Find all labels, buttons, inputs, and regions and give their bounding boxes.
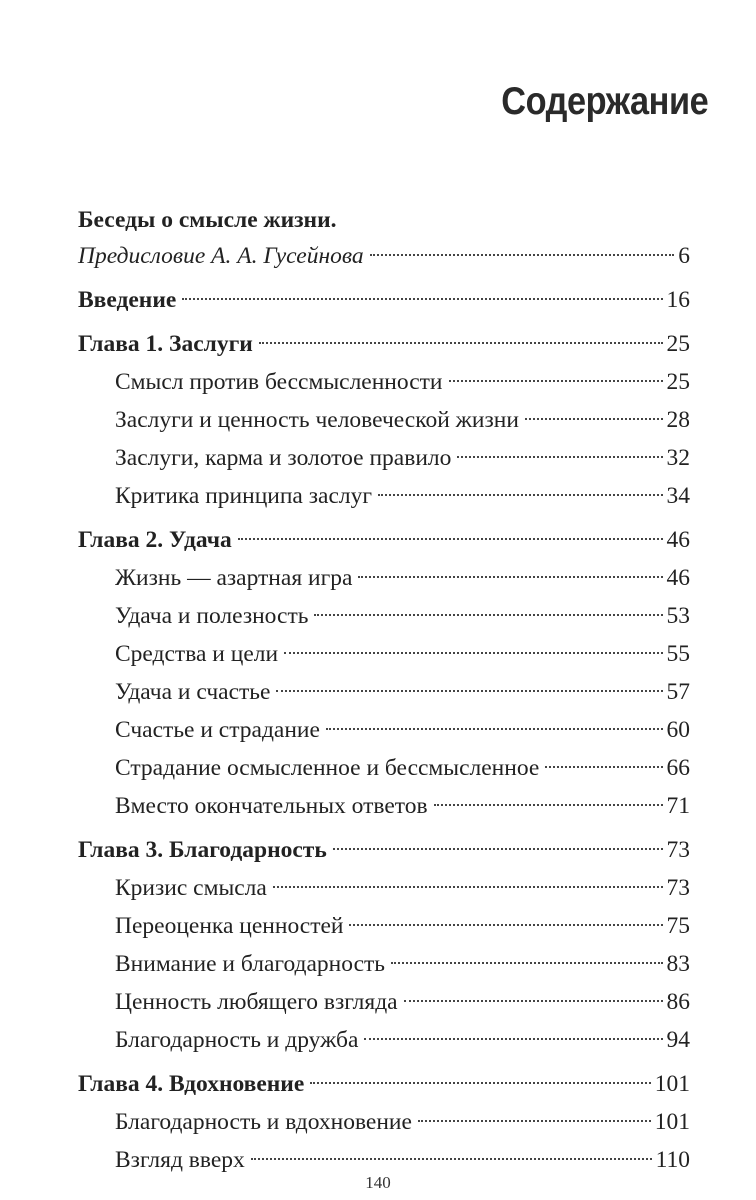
dot-leader	[545, 766, 662, 768]
toc-entry-page: 28	[666, 407, 690, 433]
toc-entry-page: 34	[666, 483, 690, 509]
dot-leader	[310, 1082, 650, 1084]
toc-section[interactable]	[78, 559, 690, 597]
toc-entry-page: 73	[666, 875, 690, 901]
toc-entry-intro[interactable]	[78, 281, 690, 319]
toc-section-label: Страдание осмысленное и бессмысленное	[115, 755, 540, 781]
toc-entry-page: 86	[666, 989, 690, 1015]
dot-leader	[349, 924, 662, 926]
dot-leader	[273, 886, 663, 888]
toc-chapter-label: Глава 1. Заслуги	[78, 331, 253, 357]
toc-section[interactable]	[78, 597, 690, 635]
toc-entry-page: 101	[654, 1071, 690, 1097]
toc-entry-page: 101	[654, 1109, 690, 1135]
toc-entry-label: Предисловие А. А. Гусейнова	[78, 243, 364, 269]
table-of-contents	[78, 203, 690, 1179]
dot-leader	[326, 728, 663, 730]
toc-entry-page: 66	[666, 755, 690, 781]
toc-entry-page: 94	[666, 1027, 690, 1053]
dot-leader	[251, 1158, 652, 1160]
toc-section-label: Переоценка ценностей	[115, 913, 344, 939]
dot-leader	[259, 342, 663, 344]
toc-entry-label: Введение	[78, 287, 177, 313]
dot-leader	[457, 456, 662, 458]
dot-leader	[358, 576, 662, 578]
toc-chapter-3[interactable]	[78, 831, 690, 869]
toc-entry-page: 75	[666, 913, 690, 939]
dot-leader	[525, 418, 663, 420]
toc-section-label: Ценность любящего взгляда	[115, 989, 398, 1015]
dot-leader	[404, 1000, 663, 1002]
toc-section-label: Кризис смысла	[115, 875, 267, 901]
dot-leader	[276, 690, 662, 692]
dot-leader	[333, 848, 663, 850]
toc-section[interactable]	[78, 1021, 690, 1059]
toc-chapter-label: Глава 3. Благодарность	[78, 837, 327, 863]
toc-section[interactable]	[78, 869, 690, 907]
toc-entry-page: 46	[666, 565, 690, 591]
toc-section-label: Благодарность и вдохновение	[115, 1109, 412, 1135]
toc-section-label: Критика принципа заслуг	[115, 483, 372, 509]
toc-section-label: Заслуги, карма и золотое правило	[115, 445, 452, 471]
toc-section[interactable]	[78, 749, 690, 787]
toc-section[interactable]	[78, 635, 690, 673]
toc-entry-page: 25	[666, 331, 690, 357]
toc-section[interactable]	[78, 1103, 690, 1141]
page-title: Содержание	[500, 80, 708, 123]
toc-entry-page: 83	[666, 951, 690, 977]
dot-leader	[378, 494, 663, 496]
toc-section[interactable]	[78, 477, 690, 515]
dot-leader	[391, 962, 663, 964]
toc-entry-page: 16	[666, 287, 690, 313]
toc-entry-page: 25	[666, 369, 690, 395]
toc-section[interactable]	[78, 983, 690, 1021]
toc-entry-preface[interactable]	[78, 237, 690, 275]
toc-chapter-label: Глава 4. Вдохновение	[78, 1071, 305, 1097]
toc-section-label: Жизнь — азартная игра	[115, 565, 353, 591]
dot-leader	[418, 1120, 651, 1122]
toc-section[interactable]	[78, 945, 690, 983]
toc-section-label: Вместо окончательных ответов	[115, 793, 428, 819]
toc-section[interactable]	[78, 439, 690, 477]
preface-heading: Беседы о смысле жизни.	[78, 207, 337, 233]
toc-entry-page: 6	[678, 243, 690, 269]
toc-section[interactable]	[78, 673, 690, 711]
toc-section-label: Заслуги и ценность человеческой жизни	[115, 407, 519, 433]
toc-section-label: Счастье и страдание	[115, 717, 320, 743]
toc-section-label: Удача и счастье	[115, 679, 271, 705]
dot-leader	[314, 614, 662, 616]
toc-section-label: Внимание и благодарность	[115, 951, 385, 977]
toc-entry-page: 73	[666, 837, 690, 863]
dot-leader	[449, 380, 663, 382]
toc-entry-page: 46	[666, 527, 690, 553]
toc-entry-page: 57	[666, 679, 690, 705]
dot-leader	[370, 254, 675, 256]
dot-leader	[238, 538, 663, 540]
toc-section[interactable]	[78, 363, 690, 401]
dot-leader	[364, 1038, 662, 1040]
toc-entry-page: 53	[666, 603, 690, 629]
toc-section[interactable]	[78, 907, 690, 945]
toc-chapter-4[interactable]	[78, 1065, 690, 1103]
page-number: 140	[365, 1173, 391, 1192]
toc-section-label: Взгляд вверх	[115, 1147, 245, 1173]
toc-section[interactable]	[78, 787, 690, 825]
toc-entry-page: 110	[655, 1147, 690, 1173]
toc-entry-page: 71	[666, 793, 690, 819]
toc-chapter-label: Глава 2. Удача	[78, 527, 232, 553]
toc-entry-page: 55	[666, 641, 690, 667]
toc-chapter-1[interactable]	[78, 325, 690, 363]
toc-section[interactable]	[78, 711, 690, 749]
toc-section[interactable]	[78, 401, 690, 439]
toc-section-label: Благодарность и дружба	[115, 1027, 359, 1053]
toc-entry-page: 32	[666, 445, 690, 471]
toc-entry-page: 60	[666, 717, 690, 743]
dot-leader	[182, 298, 662, 300]
toc-section-label: Удача и полезность	[115, 603, 309, 629]
dot-leader	[434, 804, 663, 806]
dot-leader	[284, 652, 662, 654]
toc-chapter-2[interactable]	[78, 521, 690, 559]
toc-section-label: Смысл против бессмысленности	[115, 369, 443, 395]
toc-section-label: Средства и цели	[115, 641, 279, 667]
